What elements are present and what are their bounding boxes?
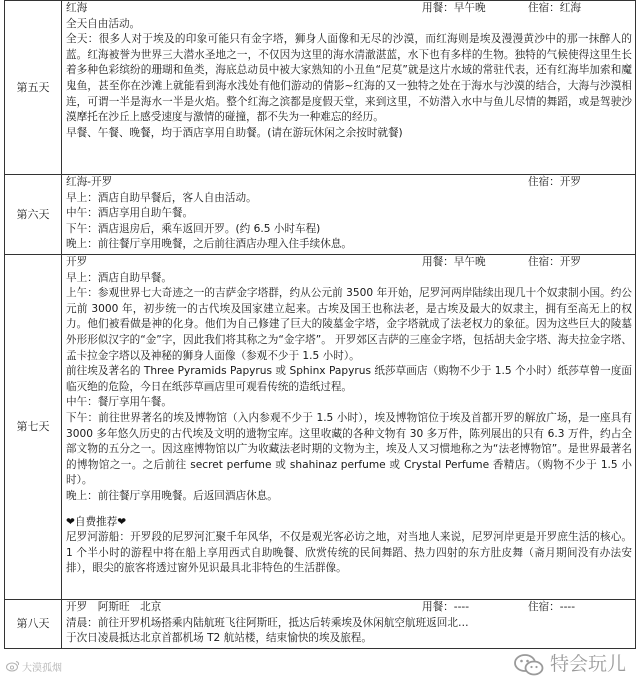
itinerary-table [4,0,636,649]
text-line: 全天自由活动。 [66,17,141,30]
day-label: 第五天 [5,1,62,175]
watermark-left-text: 大漠孤烟 [22,663,62,675]
text-line: 中午：酒店享用自助午餐。 [66,207,194,220]
day-label: 第七天 [5,255,62,600]
watermark-right-text: 特会玩儿 [549,653,626,676]
text-paragraph: 前往埃及著名的 Three Pyramids Papyrus 或 Sphinx Papyrus 纸莎草画店（购物不少于 1.5 个小时）纸莎草曾一度面临灭绝的危险，今日在纸莎草画店里可观看传统的造纸过程。 [66,365,632,393]
text-paragraph: 上午：参观世界七大奇迹之一的吉萨金字塔群，约从公元前 3500 年开始，尼罗河两岸陆续出现几十个奴隶制小国。约公元前 3000 年，初步统一的古代埃及国家建立起来。古埃及国王也称法老，是古埃及最大的奴隶主，拥有至高无上的权力。他们被看做是神的化身。他们为自己修建了巨大的陵墓金字塔，金字塔就成了法老权力的象征。因为这些巨大的陵墓外形形似汉字的“金”字，因此我们将其称之为“金字塔”。 开罗郊区吉萨的三座金字塔，包括胡夫金字塔、海夫拉金字塔、孟卡拉金字塔以及神秘的狮身人面像（参观不少于 1.5 小时）。 [66,287,632,362]
day-label: 第八天 [5,600,62,649]
text-line: 中午：餐厅享用午餐。 [66,396,172,409]
spacer [66,505,632,515]
text-paragraph: 尼罗河游船：开罗段的尼罗河汇聚千年风华，不仅是观光客必访之地，对当地人来说，尼罗河岸更是开罗庶生活的核心。1 个半小时的游程中将在船上享用西式自助晚餐、欣赏传统的民间舞蹈、热力四射的东方肚皮舞（斋月期间没有办法安排），眼尖的旅客将透过窗外见识最具北非特色的生活群像。 [66,531,632,575]
itinerary-row-day5 [5,1,636,175]
stay-info: 住宿：---- [528,601,576,613]
row-header [66,600,632,616]
place: 开罗 阿斯旺 北京 [66,601,162,613]
meal-info: 用餐：早午晚 [422,2,486,14]
itinerary-row-day8 [5,600,636,649]
weibo-icon [6,660,20,678]
row-header [66,175,632,191]
text-line: 早上：酒店自助早餐后，客人自由活动。 [66,191,257,204]
row-header [66,1,632,17]
place: 开罗 [66,256,88,268]
text-paragraph: 下午：前往世界著名的埃及博物馆（入内参观不少于 1.5 小时），埃及博物馆位于埃及首都开罗的解放广场，是一座具有 3000 多年悠久历史的古代埃及文明的遗物宝库。这里收藏的各种文物有 30 多万件，陈列展出的只有 6.3 万件，约占全部文物的五分之一。因这座博物馆以广为收藏法老时期的文物为主，埃及人又习惯地称之为“法老博物馆”。是世界最著名的博物馆之一。之后前往 secret perfume 或 shahinaz perfume 或 Crystal Perfume 香精店。（购物不少于 1.5 小时）。 [66,411,632,487]
day-content [62,175,636,255]
text-line: 晚上：前往餐厅享用晚餐。后返回酒店休息。 [66,489,278,502]
itinerary-row-day7 [5,255,636,600]
day-content [62,1,636,175]
text-line: 晚上：前往餐厅享用晚餐，之后前往酒店办理入住手续休息。 [66,238,353,251]
stay-info: 住宿：开罗 [528,176,581,188]
watermark-left [6,660,62,678]
meal-info: 用餐：早午晚 [422,256,486,268]
text-line: 早上：酒店自助早餐。 [66,271,172,284]
wechat-icon [514,653,544,677]
text-paragraph: 全天：很多人对于埃及的印象可能只有金字塔，狮身人面像和无尽的沙漠，而红海则是埃及漫漫黄沙中的那一抹醉人的蓝。红海被誉为世界三大潜水圣地之一，不仅因为这里的海水清澈湛蓝，水下也有多样的生物。独特的气候使得这里生长着多种色彩缤纷的珊瑚和鱼类，海底总动员中被大家熟知的小丑鱼“尼莫”就是这片水域的常驻代表，还有红海毕加索和魔鬼鱼，甚至你在沙滩上就能看到海水浅处有他们游动的倩影~红海的又一独特之处在于海水与沙漠的结合，大海与沙漠相连，可谓一半是海水一半是火焰。整个红海之滨都是度假天堂，来到这里，不妨潜入水中与鱼儿尽情的舞蹈，或是驾驶沙漠摩托在沙丘上感受速度与激情的碰撞，都不失为一种难忘的经历。 [66,33,632,124]
text-line: 下午：酒店退房后，乘车返回开罗。(约 6.5 小时车程) [66,222,321,235]
meal-info: 用餐：---- [422,601,470,613]
recommend-heading: ❤自费推荐❤ [66,515,127,528]
row-header [66,255,632,271]
stay-info: 住宿：开罗 [528,256,581,268]
place: 红海-开罗 [66,176,113,188]
place: 红海 [66,2,88,14]
watermark-right [514,653,626,677]
stay-info: 住宿：红海 [528,2,581,14]
text-line: 早餐、午餐、晚餐，均于酒店享用自助餐。(请在游玩休闲之余按时就餐) [66,126,403,139]
text-line: 于次日凌晨抵达北京首都机场 T2 航站楼，结束愉快的埃及旅程。 [66,632,372,645]
itinerary-row-day6 [5,175,636,255]
day-content [62,600,636,649]
day-label: 第六天 [5,175,62,255]
day-content [62,255,636,600]
text-line: 清晨：前往开罗机场搭乘内陆航班飞往阿斯旺，抵达后转乘埃及休闲航空航班返回北… [66,616,469,629]
